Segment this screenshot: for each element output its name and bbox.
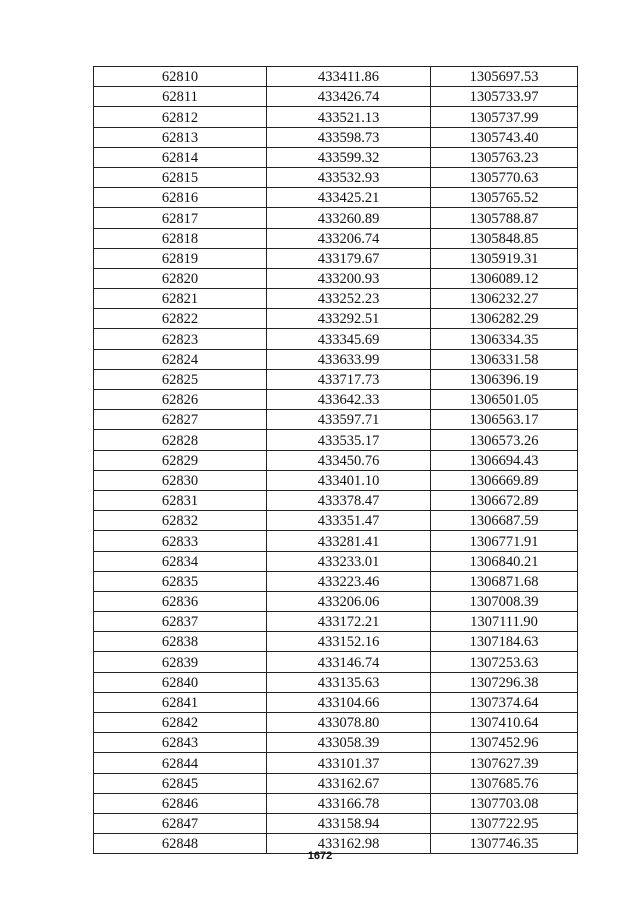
point-id-cell: 62843: [94, 733, 267, 753]
x-coordinate-cell: 433521.13: [267, 107, 431, 127]
x-coordinate-cell: 433426.74: [267, 87, 431, 107]
point-id-cell: 62831: [94, 490, 267, 510]
y-coordinate-cell: 1305743.40: [431, 127, 578, 147]
y-coordinate-cell: 1306694.43: [431, 450, 578, 470]
y-coordinate-cell: 1306232.27: [431, 289, 578, 309]
x-coordinate-cell: 433223.46: [267, 571, 431, 591]
table-row: [94, 470, 578, 490]
y-coordinate-cell: 1306840.21: [431, 551, 578, 571]
y-coordinate-cell: 1306573.26: [431, 430, 578, 450]
y-coordinate-cell: 1306771.91: [431, 531, 578, 551]
point-id-cell: 62818: [94, 228, 267, 248]
x-coordinate-cell: 433597.71: [267, 410, 431, 430]
point-id-cell: 62820: [94, 268, 267, 288]
y-coordinate-cell: 1306687.59: [431, 511, 578, 531]
point-id-cell: 62824: [94, 349, 267, 369]
y-coordinate-cell: 1307746.35: [431, 834, 578, 854]
point-id-cell: 62825: [94, 369, 267, 389]
x-coordinate-cell: 433450.76: [267, 450, 431, 470]
point-id-cell: 62827: [94, 410, 267, 430]
point-id-cell: 62832: [94, 511, 267, 531]
x-coordinate-cell: 433532.93: [267, 167, 431, 187]
x-coordinate-cell: 433345.69: [267, 329, 431, 349]
x-coordinate-cell: 433146.74: [267, 652, 431, 672]
x-coordinate-cell: 433152.16: [267, 632, 431, 652]
table-row: [94, 87, 578, 107]
y-coordinate-cell: 1306669.89: [431, 470, 578, 490]
table-row: [94, 67, 578, 87]
table-row: [94, 147, 578, 167]
point-id-cell: 62844: [94, 753, 267, 773]
x-coordinate-cell: 433401.10: [267, 470, 431, 490]
x-coordinate-cell: 433104.66: [267, 692, 431, 712]
x-coordinate-cell: 433200.93: [267, 268, 431, 288]
table-row: [94, 430, 578, 450]
point-id-cell: 62821: [94, 289, 267, 309]
table-row: [94, 167, 578, 187]
point-id-cell: 62845: [94, 773, 267, 793]
y-coordinate-cell: 1307008.39: [431, 591, 578, 611]
x-coordinate-cell: 433260.89: [267, 208, 431, 228]
y-coordinate-cell: 1307452.96: [431, 733, 578, 753]
point-id-cell: 62837: [94, 612, 267, 632]
table-row: [94, 652, 578, 672]
x-coordinate-cell: 433411.86: [267, 67, 431, 87]
table-row: [94, 591, 578, 611]
table-row: [94, 672, 578, 692]
x-coordinate-cell: 433162.67: [267, 773, 431, 793]
table-row: [94, 490, 578, 510]
table-row: [94, 228, 578, 248]
x-coordinate-cell: 433206.06: [267, 591, 431, 611]
y-coordinate-cell: 1307374.64: [431, 692, 578, 712]
table-row: [94, 107, 578, 127]
point-id-cell: 62833: [94, 531, 267, 551]
y-coordinate-cell: 1306331.58: [431, 349, 578, 369]
point-id-cell: 62829: [94, 450, 267, 470]
x-coordinate-cell: 433633.99: [267, 349, 431, 369]
point-id-cell: 62840: [94, 672, 267, 692]
point-id-cell: 62847: [94, 813, 267, 833]
table-row: [94, 773, 578, 793]
point-id-cell: 62815: [94, 167, 267, 187]
y-coordinate-cell: 1306501.05: [431, 390, 578, 410]
x-coordinate-cell: 433206.74: [267, 228, 431, 248]
x-coordinate-cell: 433598.73: [267, 127, 431, 147]
y-coordinate-cell: 1305697.53: [431, 67, 578, 87]
x-coordinate-cell: 433078.80: [267, 713, 431, 733]
table-row: [94, 390, 578, 410]
y-coordinate-cell: 1306563.17: [431, 410, 578, 430]
point-id-cell: 62835: [94, 571, 267, 591]
table-row: [94, 813, 578, 833]
y-coordinate-cell: 1306396.19: [431, 369, 578, 389]
table-row: [94, 188, 578, 208]
x-coordinate-cell: 433425.21: [267, 188, 431, 208]
table-row: [94, 713, 578, 733]
y-coordinate-cell: 1306334.35: [431, 329, 578, 349]
x-coordinate-cell: 433281.41: [267, 531, 431, 551]
table-row: [94, 612, 578, 632]
table-row: [94, 329, 578, 349]
x-coordinate-cell: 433166.78: [267, 793, 431, 813]
x-coordinate-cell: 433101.37: [267, 753, 431, 773]
point-id-cell: 62842: [94, 713, 267, 733]
point-id-cell: 62834: [94, 551, 267, 571]
point-id-cell: 62839: [94, 652, 267, 672]
y-coordinate-cell: 1306672.89: [431, 490, 578, 510]
point-id-cell: 62830: [94, 470, 267, 490]
point-id-cell: 62812: [94, 107, 267, 127]
table-row: [94, 248, 578, 268]
point-id-cell: 62814: [94, 147, 267, 167]
x-coordinate-cell: 433233.01: [267, 551, 431, 571]
x-coordinate-cell: 433158.94: [267, 813, 431, 833]
point-id-cell: 62810: [94, 67, 267, 87]
point-id-cell: 62822: [94, 309, 267, 329]
x-coordinate-cell: 433378.47: [267, 490, 431, 510]
point-id-cell: 62823: [94, 329, 267, 349]
table-row: [94, 309, 578, 329]
coordinates-table: [93, 66, 578, 854]
table-row: [94, 410, 578, 430]
y-coordinate-cell: 1306871.68: [431, 571, 578, 591]
y-coordinate-cell: 1305770.63: [431, 167, 578, 187]
point-id-cell: 62811: [94, 87, 267, 107]
y-coordinate-cell: 1305765.52: [431, 188, 578, 208]
point-id-cell: 62826: [94, 390, 267, 410]
table-row: [94, 450, 578, 470]
table-row: [94, 127, 578, 147]
table-row: [94, 793, 578, 813]
point-id-cell: 62813: [94, 127, 267, 147]
table-row: [94, 349, 578, 369]
y-coordinate-cell: 1307253.63: [431, 652, 578, 672]
table-row: [94, 208, 578, 228]
x-coordinate-cell: 433717.73: [267, 369, 431, 389]
point-id-cell: 62817: [94, 208, 267, 228]
y-coordinate-cell: 1305788.87: [431, 208, 578, 228]
x-coordinate-cell: 433599.32: [267, 147, 431, 167]
y-coordinate-cell: 1307722.95: [431, 813, 578, 833]
y-coordinate-cell: 1305848.85: [431, 228, 578, 248]
page-number: 1672: [307, 850, 333, 862]
x-coordinate-cell: 433162.98: [267, 834, 431, 854]
x-coordinate-cell: 433135.63: [267, 672, 431, 692]
y-coordinate-cell: 1305737.99: [431, 107, 578, 127]
coordinates-table-body: [94, 67, 578, 854]
x-coordinate-cell: 433642.33: [267, 390, 431, 410]
table-row: [94, 632, 578, 652]
point-id-cell: 62846: [94, 793, 267, 813]
y-coordinate-cell: 1307111.90: [431, 612, 578, 632]
point-id-cell: 62848: [94, 834, 267, 854]
y-coordinate-cell: 1305733.97: [431, 87, 578, 107]
point-id-cell: 62816: [94, 188, 267, 208]
table-row: [94, 531, 578, 551]
table-row: [94, 753, 578, 773]
y-coordinate-cell: 1307296.38: [431, 672, 578, 692]
y-coordinate-cell: 1306089.12: [431, 268, 578, 288]
point-id-cell: 62828: [94, 430, 267, 450]
x-coordinate-cell: 433292.51: [267, 309, 431, 329]
y-coordinate-cell: 1305763.23: [431, 147, 578, 167]
x-coordinate-cell: 433252.23: [267, 289, 431, 309]
table-row: [94, 289, 578, 309]
table-row: [94, 268, 578, 288]
y-coordinate-cell: 1307627.39: [431, 753, 578, 773]
table-row: [94, 369, 578, 389]
y-coordinate-cell: 1305919.31: [431, 248, 578, 268]
table-row: [94, 551, 578, 571]
point-id-cell: 62838: [94, 632, 267, 652]
table-row: [94, 571, 578, 591]
y-coordinate-cell: 1307685.76: [431, 773, 578, 793]
x-coordinate-cell: 433172.21: [267, 612, 431, 632]
point-id-cell: 62819: [94, 248, 267, 268]
y-coordinate-cell: 1307184.63: [431, 632, 578, 652]
x-coordinate-cell: 433535.17: [267, 430, 431, 450]
y-coordinate-cell: 1306282.29: [431, 309, 578, 329]
y-coordinate-cell: 1307703.08: [431, 793, 578, 813]
y-coordinate-cell: 1307410.64: [431, 713, 578, 733]
table-row: [94, 692, 578, 712]
point-id-cell: 62836: [94, 591, 267, 611]
point-id-cell: 62841: [94, 692, 267, 712]
x-coordinate-cell: 433179.67: [267, 248, 431, 268]
table-row: [94, 733, 578, 753]
x-coordinate-cell: 433058.39: [267, 733, 431, 753]
x-coordinate-cell: 433351.47: [267, 511, 431, 531]
table-row: [94, 511, 578, 531]
